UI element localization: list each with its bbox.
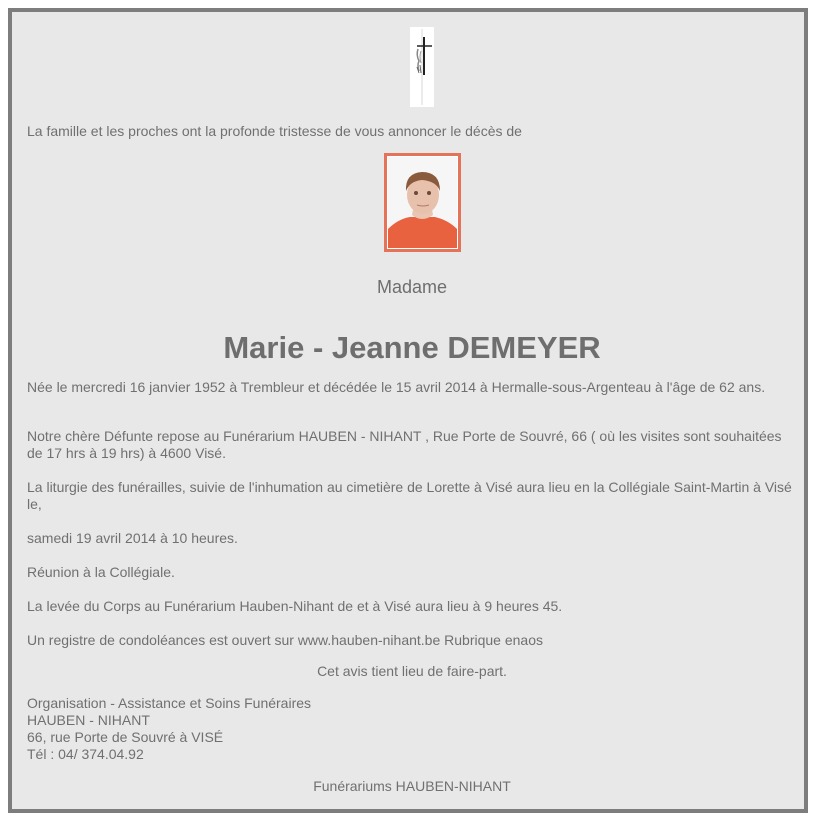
meeting-place: Réunion à la Collégiale. <box>27 564 175 580</box>
organisation-address: 66, rue Porte de Souvré à VISÉ <box>27 729 224 745</box>
organisation-line-1: Organisation - Assistance et Soins Funéraires <box>27 695 312 711</box>
deceased-title: Madame <box>376 277 448 297</box>
portrait-image <box>387 156 458 249</box>
organisation-line-2: HAUBEN - NIHANT <box>27 712 150 728</box>
birth-death-paragraph: Née le mercredi 16 janvier 1952 à Trembleur et décédée le 15 avril 2014 à Hermalle-sous-Argenteau à l'âge de 62 ans. <box>27 379 766 395</box>
intro-text: La famille et les proches ont la profonde tristesse de vous annoncer le décès de <box>27 123 522 139</box>
body-removal-paragraph: La levée du Corps au Funérarium Hauben-Nihant de et à Visé aura lieu à 9 heures 45. <box>27 598 563 614</box>
notice-text: Cet avis tient lieu de faire-part. <box>317 663 507 679</box>
cross-with-wheat-icon <box>410 27 434 107</box>
condolences-paragraph: Un registre de condoléances est ouvert sur www.hauben-nihant.be Rubrique enaos <box>27 632 543 648</box>
obituary-card <box>8 8 808 813</box>
funeral-date: samedi 19 avril 2014 à 10 heures. <box>27 530 238 546</box>
organisation-phone: Tél : 04/ 374.04.92 <box>27 746 144 762</box>
deceased-name: Marie - Jeanne DEMEYER <box>223 330 601 365</box>
liturgy-paragraph: La liturgie des funérailles, suivie de l'inhumation au cimetière de Lorette à Visé aura lieu en la Collégiale Saint-Martin à Visé le, <box>27 479 792 512</box>
signature: Funérariums HAUBEN-NIHANT <box>313 778 511 794</box>
portrait-photo <box>384 153 461 252</box>
rest-place-paragraph: Notre chère Défunte repose au Funérarium HAUBEN - NIHANT , Rue Porte de Souvré, 66 ( où les visites sont souhaitées de 17 hrs à 19 hrs) à 4600 Visé. <box>27 428 782 461</box>
